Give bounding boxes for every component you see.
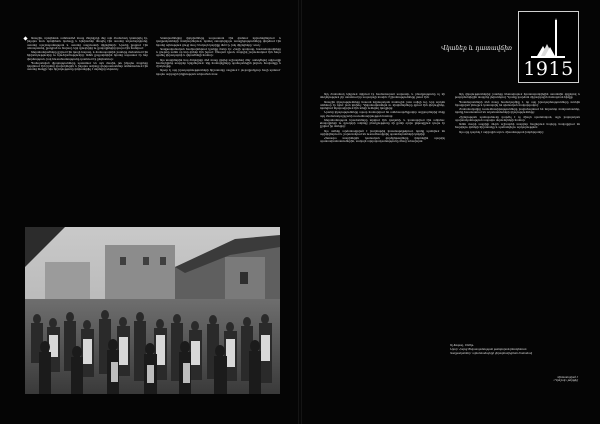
right-text-column-1 [320, 93, 445, 391]
paragraph: Առաջին վկայությունները հասան եվրոպական մամուլին շատ ավելի ուշ, երբ արդեն անհնար էր որևէ բան փոխել: Դիվանագետներն ու միսիոներները գրում էին զեկույցներ, որոնցում նկարագրվում էին տեղի ունեցող դեպքերը: [320, 100, 445, 110]
paragraph: Այսօր էլ այդ իրադարձությունների հիշատակը ապրում է յուրաքանչյուր հայի սրտում՝ որպես ազգային ինքնության անբաժան մաս: [156, 69, 281, 76]
paragraph: Պատմաբանների մեծ մասը համակարծիք է, որ այդ իրադարձությունները ունեին ծրագրված բնույթ և կատարվել են պետական մակարդակով: [455, 100, 580, 107]
source-credit [470, 376, 578, 382]
paragraph: Ժամանակակից ուսումնասիրությունները բացահայտում են նորանոր մանրամասներ, որոնք հաստատում են ականատեսների վկայությունները: [455, 108, 580, 115]
right-text-column-2 [455, 93, 580, 338]
paragraph: Տեղահանության հրամանները տրվում էին գաղտնի, և կատարվում էին անխնա: Քաղաքների ու գյուղերի ամբողջ բնակչությունը մի քանի օրվա ընթացքում դուրս էր քշվում իր տներից: [320, 118, 445, 129]
logo-year: 1915 [523, 58, 574, 80]
paragraph: Այս ամենը արձանագրված է բազմաթիվ փաստաթղթերում, որոնք պահվում են արխիվներում և շարունակում են ուսումնասիրվել պատմաբանների կողմից: [320, 129, 445, 136]
paragraph: Գաղթականական ճամբարներում կյանքը ծանր էր: Հացի պակասը, համաճարակները և ցուրտը ամեն օր նոր զոհեր էին խլում: Չնայած դրան, մարդիկ շարունակում էին հույս պահել վերադարձի և վերածննդի համար: [156, 47, 281, 58]
caption-line: Ալ Ֆաթալ, 1920թ. [450, 344, 474, 347]
paragraph: Այդ ժամանակ երկրում տիրում էր համատարած սարսափ, և բնակչությունը ոչ մի տեղեկություն չէր ստանում իր ապագայի մասին: Իշխանությունները լռում էին: [320, 93, 445, 100]
credit-line: «Դրոշակ» թերթից [553, 379, 578, 383]
paragraph: Տեղահանվածները քշվում էին դեպի հարավ, և ճանապարհին շատերը մահանում էին հիվանդությունից ու հյուծվածությունից: Ամեն քայլափոխին նրանց սպասում էր նոր փորձություն, իսկ հուսահատությունը դառնում էր ընդհանուր: [27, 51, 148, 61]
paragraph: Նրանց վկայությունները այսօր համարվում են ամենաարժեքավոր աղբյուրներից մեկը այդ ժամանակաշրջանի ուսումնասիրության համար: [320, 111, 445, 118]
paragraph: Կոտորածներից փրկվածները ապաստան էին գտնում որբանոցներում և գաղթականների ճամբարներում, որտեղ օտարերկրյա առաքելությունները փորձում էին նրանց օգնություն ցույց տալ: Սակայն կարիքը մեծ էր, իսկ միջոցները՝ սուղ: [156, 37, 281, 47]
paragraph: Հիշողության պահպանումը դարձել է ոչ միայն պատմական, այլև բարոյական պարտականություն ապագա սերունդների համար: [455, 115, 580, 122]
memorial-logo [518, 11, 579, 83]
section-title: Վկաներ և դատավճիռ [441, 45, 512, 52]
left-page [0, 0, 298, 424]
paragraph: Այս օրը դարձել է ազգային սգո և միասնության խորհրդանիշ: [459, 130, 545, 134]
credit-line: Արտատպված է [557, 376, 578, 379]
paragraph: Այդ վկայություններից շատերը հետագայում հրատարակվեցին առանձին գրքերով և թարգմանվեցին տարբեր լեզուներով: Դրանք դարձան միջազգային ճանաչման հիմքը: [455, 93, 580, 100]
paragraph: Հետագա տարիներին դատական գործընթացները փորձեցին պարզել պատասխանատուներին, սակայն արդարադատությունը մնաց անավարտ: [320, 137, 445, 144]
left-text-column-1 [27, 37, 148, 213]
paragraph: Ամեն տարի ապրիլի 24-ին աշխարհի տարբեր ծայրերում հայերը հավաքվում են հարգելու զոհերի հիշատակը և պահանջելու արդարություն: [455, 123, 580, 130]
monument-icon [519, 16, 578, 62]
caption-line: Նկար՝ Հայոց Ցեղասպանության թանգարան-ինստիտուտ [450, 347, 527, 351]
archival-photo-crowd [25, 227, 280, 394]
paragraph: Պահպանված վկայությունները պատմում են այն մասին, թե ինչպես մայրերը կորցնում էին իրենց զավակներին և ինչպես ամբողջ գերդաստաններ անհետանում էին առանց հետքի: Այս հիշողությունը փոխանցվել է սերնդից սերունդ: [27, 61, 148, 72]
caption-line: Գաղթականներ՝ արևմտահայերի վերաբնակեցման ժամանակ [450, 351, 533, 355]
paragraph: Այս տարիներին հայ ժողովրդի մեծ մասը ցրվեց աշխարհով մեկ՝ ստեղծելով սփյուռքի համայնքներ տարբեր երկրներում: Այդ համայնքները պահպանեցին լեզուն, հավատքը և մշակույթը: [156, 58, 281, 68]
left-text-column-2 [156, 37, 281, 213]
paragraph: Առաջին, որովհետև ամենամեծ մասը ժողովրդի մեջ այն ժամանակ կոտորվել էր, ինչպես նաև որովհետև կանայք և երեխաներ մնացել էին առանց տղամարդկանց, առանց պաշտպանության և առանց ապրուստի միջոցների: Նրանք քայլում էին անապատով, քաղցած ու ծարավ, երբ գյուղերից ու քաղաքներից դուրս էին հանվում: [27, 37, 148, 50]
photo-caption [450, 344, 578, 355]
